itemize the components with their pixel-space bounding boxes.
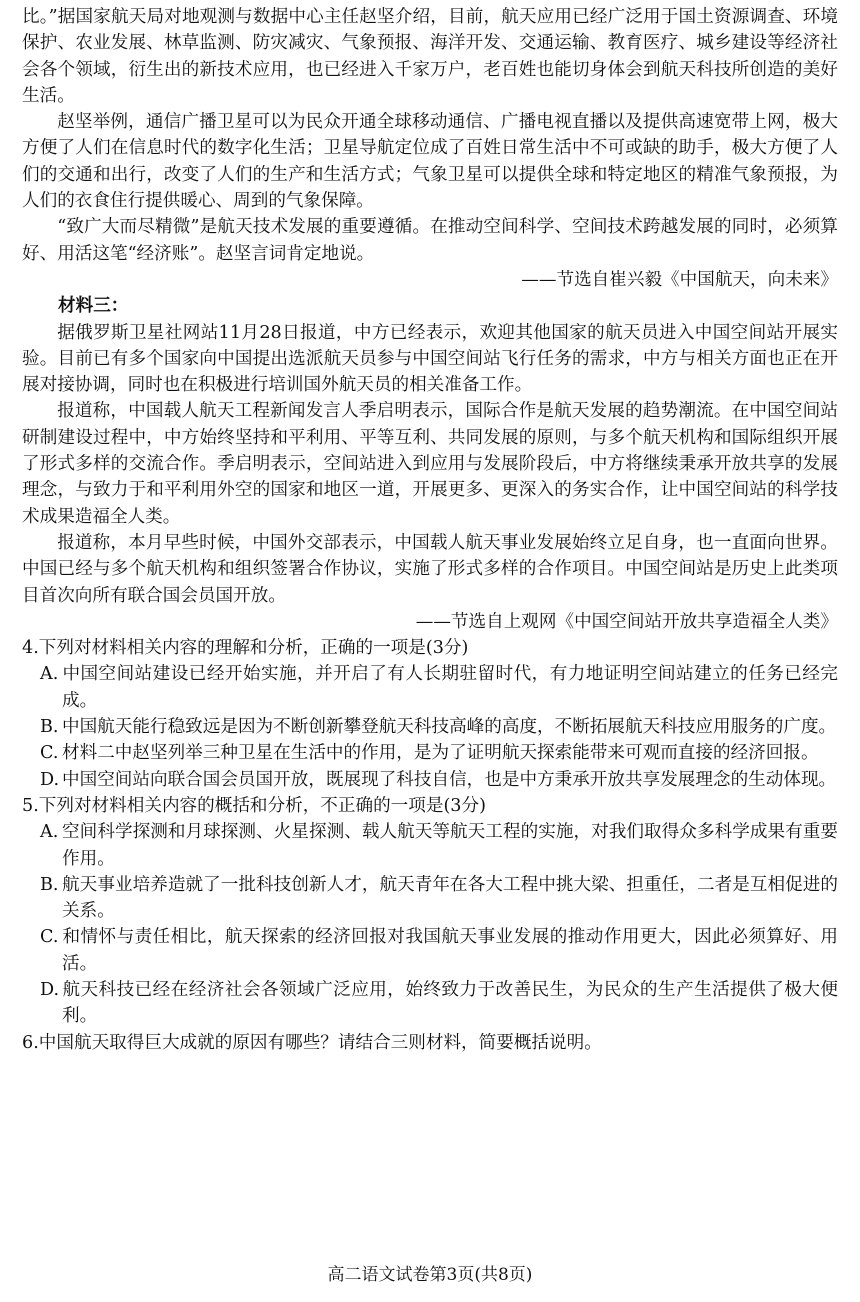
option-text: 中国空间站向联合国会员国开放，既展现了科技自信，也是中方秉承开放共享发展理念的生动体现。 xyxy=(62,769,837,790)
material3-paragraph-1: 据俄罗斯卫星社网站11月28日报道，中方已经表示，欢迎其他国家的航天员进入中国空间站开展实验。目前已有多个国家向中国提出选派航天员参与中国空间站飞行任务的需求，中方与相关方面也正在开展对接协调，同时也在积极进行培训国外航天员的相关准备工作。 xyxy=(22,322,838,396)
option-letter: D. xyxy=(40,979,60,1000)
option-text: 空间科学探测和月球探测、火星探测、载人航天等航天工程的实施，对我们取得众多科学成果有重要作用。 xyxy=(62,822,838,869)
material2-source: ——节选自崔兴毅《中国航天，向未来》 xyxy=(521,269,838,290)
question-4-option-b xyxy=(22,714,838,740)
question-6-stem: 6.中国航天取得巨大成就的原因有哪些？请结合三则材料，简要概括说明。 xyxy=(22,1032,602,1053)
option-letter: D. xyxy=(40,769,60,790)
option-letter: C. xyxy=(40,927,59,948)
material3-paragraph-2: 报道称，中国载人航天工程新闻发言人季启明表示，国际合作是航天发展的趋势潮流。在中国空间站研制建设过程中，中方始终坚持和平利用、平等互利、共同发展的原则，与多个航天机构和国际组织开展了形式多样的交流合作。季启明表示，空间站进入到应用与发展阶段后，中方将继续秉承开放共享的发展理念，与致力于和平利用外空的国家和地区一道，开展更多、更深入的务实合作，让中国空间站的科学技术成果造福全人类。 xyxy=(22,401,838,527)
option-text: 中国航天能行稳致远是因为不断创新攀登航天科技高峰的高度，不断拓展航天科技应用服务的广度。 xyxy=(62,717,837,738)
question-5-stem: 5.下列对材料相关内容的概括和分析，不正确的一项是(3分) xyxy=(22,795,486,816)
material3-paragraph-3: 报道称，本月早些时候，中国外交部表示，中国载人航天事业发展始终立足自身，也一直面向世界。中国已经与多个航天机构和组织签署合作协议，实施了形式多样的合作项目。中国空间站是历史上此类项目首次向所有联合国会员国开放。 xyxy=(22,532,838,606)
page-footer: 高二语文试卷第3页(共8页) xyxy=(327,1265,533,1285)
option-letter: A. xyxy=(40,822,59,843)
option-text: 航天科技已经在经济社会各领域广泛应用，始终致力于改善民生，为民众的生产生活提供了极大便利。 xyxy=(62,979,838,1027)
question-5-option-d xyxy=(22,977,838,1030)
question-4-option-d xyxy=(22,767,838,793)
option-text: 航天事业培养造就了一批科技创新人才，航天青年在各大工程中挑大梁、担重任，二者是互相促进的关系。 xyxy=(62,874,838,922)
question-5-option-c xyxy=(22,924,838,977)
question-4-option-c xyxy=(22,740,838,766)
question-5-option-a xyxy=(22,819,838,872)
material2-paragraph-2: 赵坚举例，通信广播卫星可以为民众开通全球移动通信、广播电视直播以及提供高速宽带上网，极大方便了人们在信息时代的数字化生活；卫星导航定位成了百姓日常生活中不可或缺的助手，极大方便了人们的交通和出行，改变了人们的生产和生活方式；气象卫星可以提供全球和特定地区的精准气象预报，为人们的衣食住行提供暖心、周到的气象保障。 xyxy=(22,112,838,212)
material2-paragraph-1: 比。”据国家航天局对地观测与数据中心主任赵坚介绍，目前，航天应用已经广泛用于国土资源调查、环境保护、农业发展、林草监测、防灾减灾、气象预报、海洋开发、交通运输、教育医疗、城乡建设等经济社会各个领域，衍生出的新技术应用，也已经进入千家万户，老百姓也能切身体会到航天科技所创造的美好生活。 xyxy=(22,7,838,106)
option-letter: C. xyxy=(40,743,59,764)
question-5-option-b xyxy=(22,872,838,925)
option-letter: B. xyxy=(40,874,59,895)
material3-source: ——节选自上观网《中国空间站开放共享造福全人类》 xyxy=(415,611,838,632)
option-letter: B. xyxy=(40,717,59,738)
option-text: 中国空间站建设已经开始实施，并开启了有人长期驻留时代，有力地证明空间站建立的任务已经完成。 xyxy=(62,664,838,711)
material3-heading: 材料三： xyxy=(58,296,129,317)
option-text: 材料二中赵坚列举三种卫星在生活中的作用，是为了证明航天探索能带来可观而直接的经济回报。 xyxy=(62,743,819,764)
question-4-stem: 4.下列对材料相关内容的理解和分析，正确的一项是(3分) xyxy=(22,638,469,659)
option-text: 和情怀与责任相比，航天探索的经济回报对我国航天事业发展的推动作用更大，因此必须算好、用活。 xyxy=(62,927,838,974)
question-4-option-a xyxy=(22,661,838,714)
option-letter: A. xyxy=(40,664,59,685)
material2-paragraph-3: “致广大而尽精微”是航天技术发展的重要遵循。在推动空间科学、空间技术跨越发展的同时，必须算好、用活这笔“经济账”。赵坚言词肯定地说。 xyxy=(22,217,838,264)
